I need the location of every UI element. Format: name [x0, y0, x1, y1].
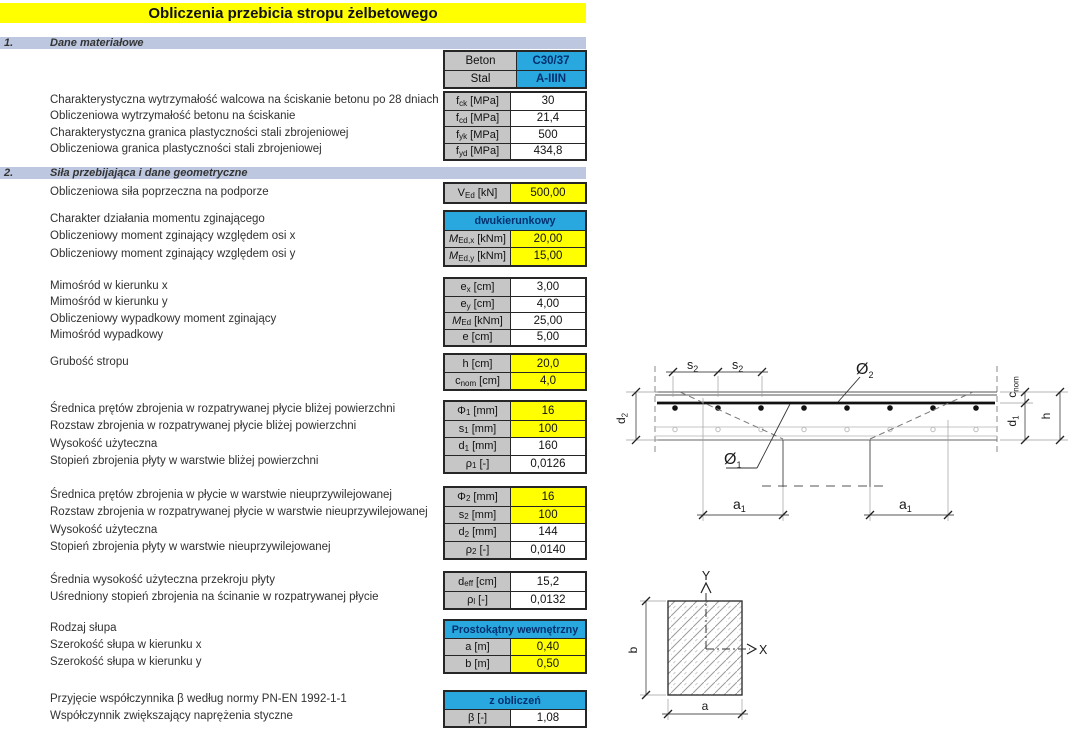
row-label: Mimośród w kierunku y	[50, 296, 168, 308]
axis-x-arrow	[747, 644, 756, 654]
dim-label-b: b	[626, 646, 640, 654]
table-row	[445, 709, 585, 726]
table-row	[445, 402, 585, 420]
input-cell[interactable]: 500,00	[511, 184, 585, 202]
value-cell: 25,00	[511, 313, 585, 329]
row-label: Rozstaw zbrojenia w rozpatrywanej płycie bliżej powierzchni	[50, 420, 357, 432]
row-label: Stopień zbrojenia płyty w warstwie bliżej powierzchni	[50, 455, 319, 467]
row-label: Współczynnik zwiększający naprężenia styczne	[50, 710, 293, 722]
symbol-cell: M Ed,x [kNm]	[445, 231, 511, 248]
table-row	[445, 523, 585, 541]
beta-source-selector[interactable]: z obliczeń	[445, 692, 585, 709]
axis-x-label: X	[759, 643, 768, 657]
param-table	[443, 571, 587, 610]
row-label: Mimośród wypadkowy	[50, 329, 164, 341]
section-2-number: 2.	[4, 167, 14, 179]
symbol-cell: ρ l [-]	[445, 592, 511, 609]
dim-label-d2: $d_2$	[614, 412, 630, 424]
input-cell[interactable]: 0,50	[511, 656, 585, 672]
steel-class-cell[interactable]: A-IIIN	[517, 71, 585, 88]
row-label: Obliczeniowa granica plastyczności stali zbrojeniowej	[50, 143, 322, 155]
bottom-rebar-circles	[673, 427, 978, 431]
param-table	[443, 91, 587, 161]
param-table	[443, 400, 587, 474]
column-type-selector[interactable]: Prostokątny wewnętrzny	[445, 621, 585, 638]
column-section-diagram	[626, 569, 768, 720]
value-cell: 3,00	[511, 279, 585, 296]
param-table	[443, 182, 587, 204]
row-label: Szerokość słupa w kierunku y	[50, 656, 202, 668]
table-row	[445, 126, 585, 143]
slab-section-diagram	[614, 358, 1068, 521]
row-label: Średnica prętów zbrojenia w płycie w warstwie nieuprzywilejowanej	[50, 489, 392, 501]
section-1-band	[0, 37, 586, 49]
table-row	[445, 591, 585, 609]
table-row	[445, 372, 585, 389]
param-table	[443, 277, 587, 347]
table-row	[445, 455, 585, 473]
symbol-cell: Φ 2 [mm]	[445, 488, 511, 506]
value-cell: 5,00	[511, 330, 585, 346]
row-label: Charakterystyczna granica plastyczności stali zbrojeniowej	[50, 127, 349, 139]
table-row	[445, 621, 585, 638]
table-row	[445, 506, 585, 524]
table-row	[445, 230, 585, 248]
table-row	[445, 573, 585, 591]
column-outline	[668, 601, 742, 695]
table-row	[445, 212, 585, 230]
row-label: Obliczeniowy wypadkowy moment zginający	[50, 313, 277, 325]
table-row	[445, 70, 585, 88]
table-row	[445, 143, 585, 160]
row-label: Szerokość słupa w kierunku x	[50, 639, 202, 651]
axis-y-label: Y	[701, 569, 711, 583]
value-cell: 15,2	[511, 573, 585, 591]
dim-label-a1: $a_1$	[899, 496, 912, 514]
table-row	[445, 110, 585, 127]
value-cell: 30	[511, 93, 585, 110]
table-row	[445, 184, 585, 202]
symbol-cell: β [-]	[445, 710, 511, 726]
moment-direction-selector[interactable]: dwukierunkowy	[445, 212, 585, 230]
row-label: Przyjęcie współczynnika β według normy PN-EN 1992-1-1	[50, 693, 347, 705]
symbol-cell: f yk [MPa]	[445, 127, 511, 143]
table-row	[445, 692, 585, 709]
materials-table	[443, 50, 587, 89]
sheet-title: Obliczenia przebicia stropu żelbetowego	[148, 4, 438, 22]
symbol-cell: c nom [cm]	[445, 373, 511, 389]
symbol-cell: f ck [MPa]	[445, 93, 511, 110]
row-label: Średnia wysokość użyteczna przekroju płyty	[50, 574, 275, 586]
row-label: Stopień zbrojenia płyty w warstwie nieuprzywilejowanej	[50, 541, 331, 553]
symbol-cell: s 1 [mm]	[445, 421, 511, 438]
param-table	[443, 353, 587, 391]
input-cell[interactable]: 100	[511, 421, 585, 438]
symbol-cell: ρ 2 [-]	[445, 542, 511, 559]
value-cell: 434,8	[511, 144, 585, 160]
table-row	[445, 329, 585, 346]
table-row	[445, 52, 585, 70]
row-label: Rozstaw zbrojenia w rozpatrywanej płycie w warstwie nieuprzywilejowanej	[50, 506, 428, 518]
sheet-title-bar	[0, 3, 586, 23]
row-label: Wysokość użyteczna	[50, 438, 158, 450]
table-row	[445, 312, 585, 329]
table-row	[445, 93, 585, 110]
table-row	[445, 279, 585, 296]
symbol-cell: M Ed [kNm]	[445, 313, 511, 329]
input-cell[interactable]: 16	[511, 402, 585, 420]
symbol-cell: b [m]	[445, 656, 511, 672]
dim-label-d1: $d_1$	[1005, 415, 1021, 427]
value-cell: 4,00	[511, 297, 585, 313]
value-cell: 160	[511, 438, 585, 455]
concrete-class-cell[interactable]: C30/37	[517, 52, 585, 70]
material-label-cell: Beton	[445, 52, 517, 70]
table-row	[445, 355, 585, 372]
param-table	[443, 619, 587, 674]
symbol-cell: ρ 1 [-]	[445, 456, 511, 473]
row-label: Obliczeniowa wytrzymałość betonu na ściskanie	[50, 110, 296, 122]
input-cell[interactable]: 16	[511, 488, 585, 506]
value-cell: 500	[511, 127, 585, 143]
section-1-number: 1.	[4, 37, 14, 49]
value-cell: 21,4	[511, 111, 585, 127]
symbol-cell: Φ 1 [mm]	[445, 402, 511, 420]
symbol-cell: f yd [MPa]	[445, 144, 511, 160]
table-row	[445, 638, 585, 655]
value-cell: 0,0132	[511, 592, 585, 609]
table-row	[445, 296, 585, 313]
symbol-cell: s 2 [mm]	[445, 507, 511, 524]
table-row	[445, 437, 585, 455]
dim-label-a1: $a_1$	[733, 496, 746, 514]
symbol-cell: e [cm]	[445, 330, 511, 346]
symbol-cell: d 1 [mm]	[445, 438, 511, 455]
symbol-cell: d eff [cm]	[445, 573, 511, 591]
symbol-cell: e y [cm]	[445, 297, 511, 313]
row-label: Obliczeniowy moment zginający względem osi y	[50, 248, 296, 260]
section-2-heading: Siła przebijająca i dane geometryczne	[50, 167, 248, 179]
symbol-cell: M Ed,y [kNm]	[445, 248, 511, 265]
param-table	[443, 690, 587, 728]
row-label: Mimośród w kierunku x	[50, 280, 168, 292]
table-row	[445, 655, 585, 672]
table-row	[445, 247, 585, 265]
row-label: Obliczeniowy moment zginający względem osi x	[50, 230, 296, 242]
table-row	[445, 420, 585, 438]
dim-label-cnom: $c_{nom}$	[1005, 376, 1021, 398]
value-cell: 144	[511, 524, 585, 541]
value-cell: 1,08	[511, 710, 585, 726]
input-cell[interactable]: 20,00	[511, 231, 585, 248]
dim-label-a: a	[701, 699, 709, 713]
row-label: Wysokość użyteczna	[50, 524, 158, 536]
symbol-cell: f cd [MPa]	[445, 111, 511, 127]
symbol-cell: e x [cm]	[445, 279, 511, 296]
param-table	[443, 486, 587, 560]
input-cell[interactable]: 20,0	[511, 355, 585, 372]
row-label: Rodzaj słupa	[50, 622, 117, 634]
row-label: Grubość stropu	[50, 356, 129, 368]
section-1-heading: Dane materiałowe	[50, 37, 144, 49]
material-label-cell: Stal	[445, 71, 517, 88]
symbol-cell: V Ed [kN]	[445, 184, 511, 202]
dim-label-h: h	[1039, 412, 1053, 420]
symbol-cell: a [m]	[445, 639, 511, 655]
input-cell[interactable]: 15,00	[511, 248, 585, 265]
row-label: Charakter działania momentu zginającego	[50, 213, 265, 225]
value-cell: 0,0126	[511, 456, 585, 473]
dim-label-s2: $s_2$	[732, 358, 744, 374]
row-label: Średnica prętów zbrojenia w rozpatrywanej płycie bliżej powierzchni	[50, 403, 396, 415]
axis-y-arrow	[701, 583, 711, 593]
row-label: Uśredniony stopień zbrojenia na ścinanie w rozpatrywanej płycie	[50, 591, 379, 603]
section-2-band	[0, 167, 586, 179]
table-row	[445, 541, 585, 559]
dim-label-s2: $s_2$	[687, 358, 699, 374]
input-cell[interactable]: 100	[511, 507, 585, 524]
input-cell[interactable]: 0,40	[511, 639, 585, 655]
symbol-cell: h [cm]	[445, 355, 511, 372]
technical-drawings	[600, 352, 1080, 743]
row-label: Obliczeniowa siła poprzeczna na podporze	[50, 186, 269, 198]
param-table	[443, 210, 587, 267]
dim-label-phi1: $Ø_1$	[724, 451, 742, 470]
value-cell: 0,0140	[511, 542, 585, 559]
input-cell[interactable]: 4,0	[511, 373, 585, 389]
table-row	[445, 488, 585, 506]
row-label: Charakterystyczna wytrzymałość walcowa na ściskanie betonu po 28 dniach	[50, 94, 439, 106]
symbol-cell: d 2 [mm]	[445, 524, 511, 541]
dim-label-phi2: $Ø_2$	[856, 361, 874, 380]
